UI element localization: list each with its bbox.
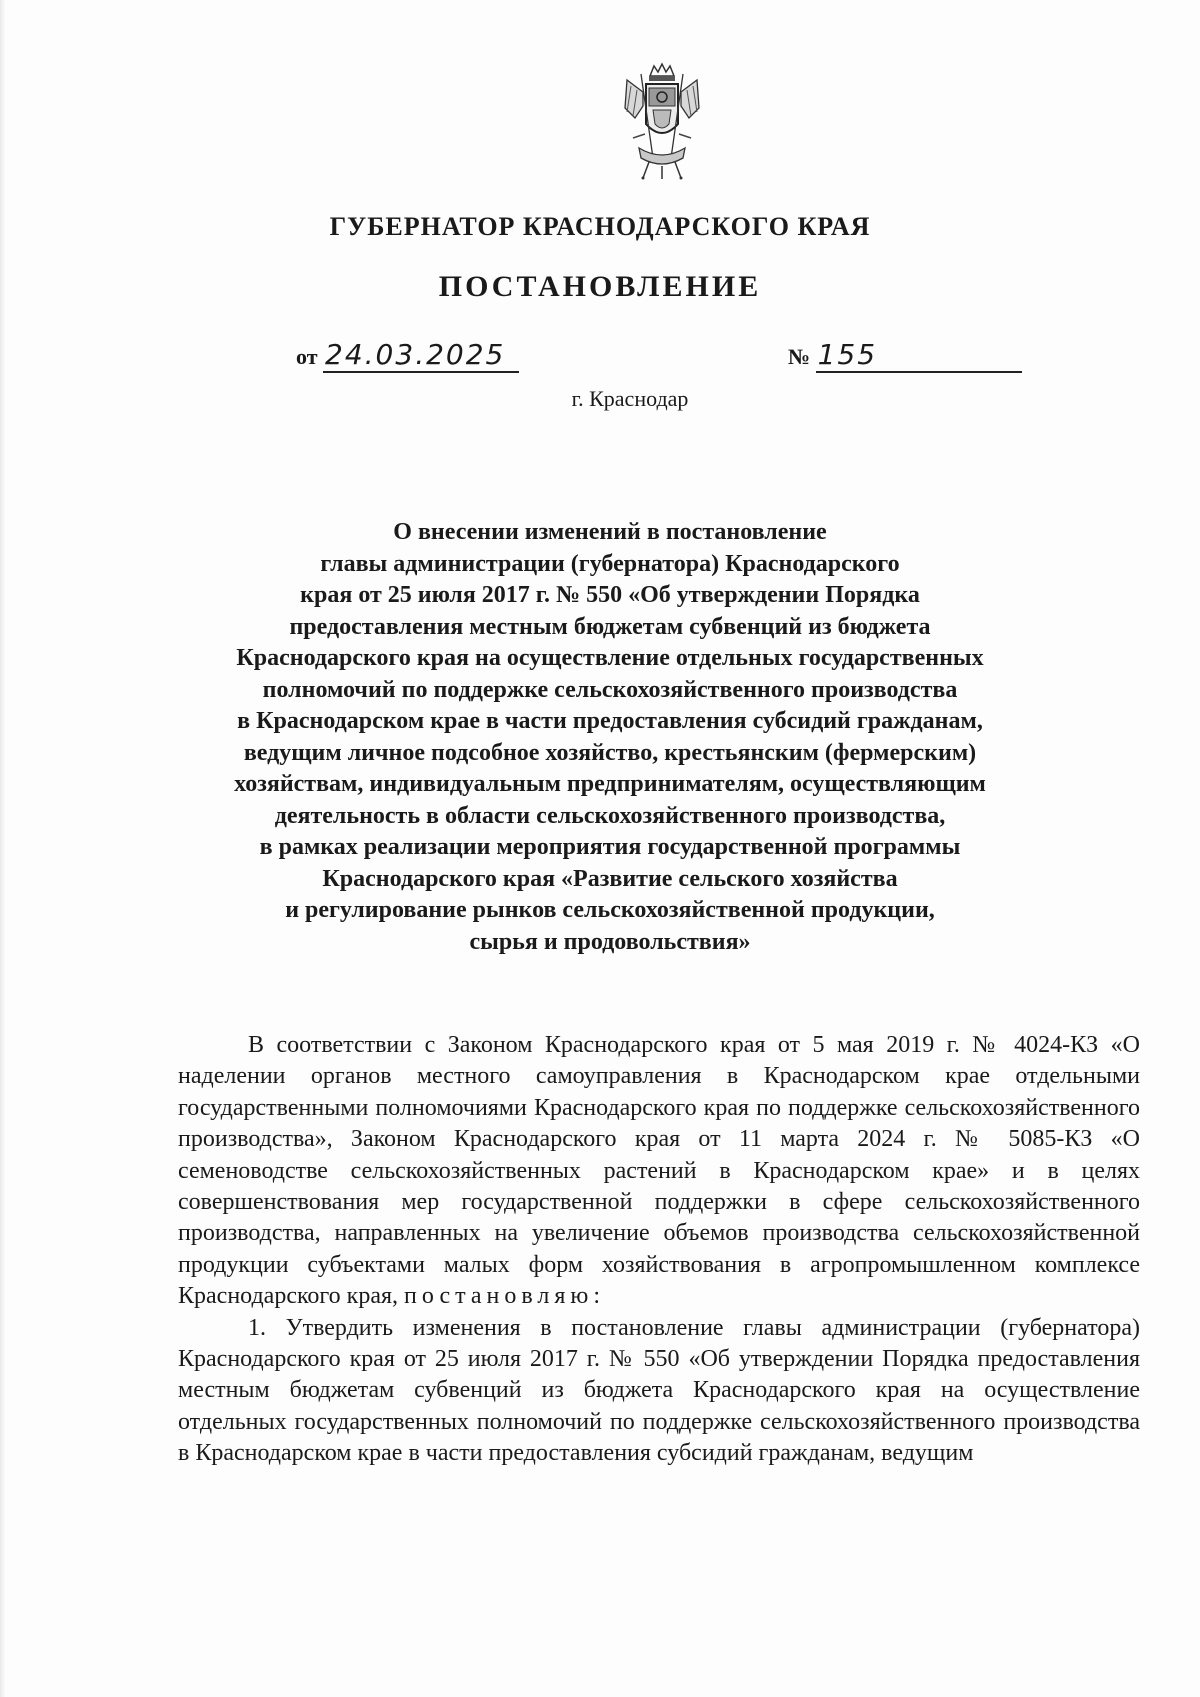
- title-line: и регулирование рынков сельскохозяйственной продукции,: [285, 897, 935, 923]
- handwritten-date: 24.03.2025: [323, 338, 519, 373]
- handwritten-number: 155: [816, 338, 1022, 373]
- city: г. Краснодар: [571, 386, 689, 411]
- date-prefix: от: [296, 344, 318, 369]
- title-line: О внесении изменений в постановление: [393, 519, 827, 545]
- coat-of-arms-icon: [613, 62, 711, 180]
- body-text: [178, 1030, 1140, 1470]
- decree-word: постановляю:: [404, 1283, 606, 1310]
- document-type: ПОСТАНОВЛЕНИЕ: [438, 270, 762, 303]
- title-line: в Краснодарском крае в части предоставления субсидий гражданам,: [237, 708, 983, 734]
- title-line: Краснодарского края на осуществление отдельных государственных: [236, 645, 984, 671]
- title-line: главы администрации (губернатора) Краснодарского: [320, 550, 900, 577]
- title-line: сырья и продовольствия»: [469, 928, 751, 955]
- scan-edge: [0, 0, 6, 1697]
- preamble-text: В соответствии с Законом Краснодарского края от 5 мая 2019 г. № 4024-КЗ «О наделении органов местного самоуправления в Краснодарском крае отдельными государственными полномочиями Краснодарского края по поддержке сельскохозяйственного производства», Законом Краснодарского края от 11 марта 2024 г. № 5085-КЗ «О семеноводстве сельскохозяйственных растений в Краснодарском крае» и в целях совершенствования мер государственной поддержки в сфере сельскохозяйственного производства, направленных на увеличение объемов производства сельскохозяйственной продукции субъектами малых форм хозяйствования в агропромышленном комплексе Краснодарского края,: [178, 1032, 1140, 1310]
- title-line: предоставления местным бюджетам субвенций из бюджета: [289, 613, 931, 640]
- title-line: в рамках реализации мероприятия государственной программы: [259, 834, 961, 860]
- document-title: [200, 517, 1020, 958]
- item-1-paragraph: 1. Утвердить изменения в постановление главы администрации (губернатора) Краснодарского края от 25 июля 2017 г. № 550 «Об утверждении Порядка предоставления местным бюджетам субвенций из бюджета Краснодарского края на осуществление отдельных государственных полномочий по поддержке сельскохозяйственного производства в Краснодарском крае в части предоставления субсидий гражданам, ведущим: [178, 1314, 1140, 1467]
- title-line: деятельность в области сельскохозяйственного производства,: [274, 802, 946, 829]
- date-line: [296, 338, 519, 373]
- preamble-paragraph: [178, 1030, 1140, 1313]
- number-prefix: №: [788, 344, 811, 369]
- title-line: ведущим личное подсобное хозяйство, крестьянским (фермерским): [243, 739, 977, 766]
- issuing-authority: ГУБЕРНАТОР КРАСНОДАРСКОГО КРАЯ: [329, 212, 871, 241]
- title-line: хозяйствам, индивидуальным предпринимателям, осуществляющим: [234, 771, 986, 797]
- title-line: Краснодарского края «Развитие сельского хозяйства: [322, 865, 898, 892]
- title-line: полномочий по поддержке сельскохозяйственного производства: [262, 676, 958, 703]
- number-line: [788, 338, 1022, 373]
- title-line: края от 25 июля 2017 г. № 550 «Об утверждении Порядка: [300, 582, 920, 608]
